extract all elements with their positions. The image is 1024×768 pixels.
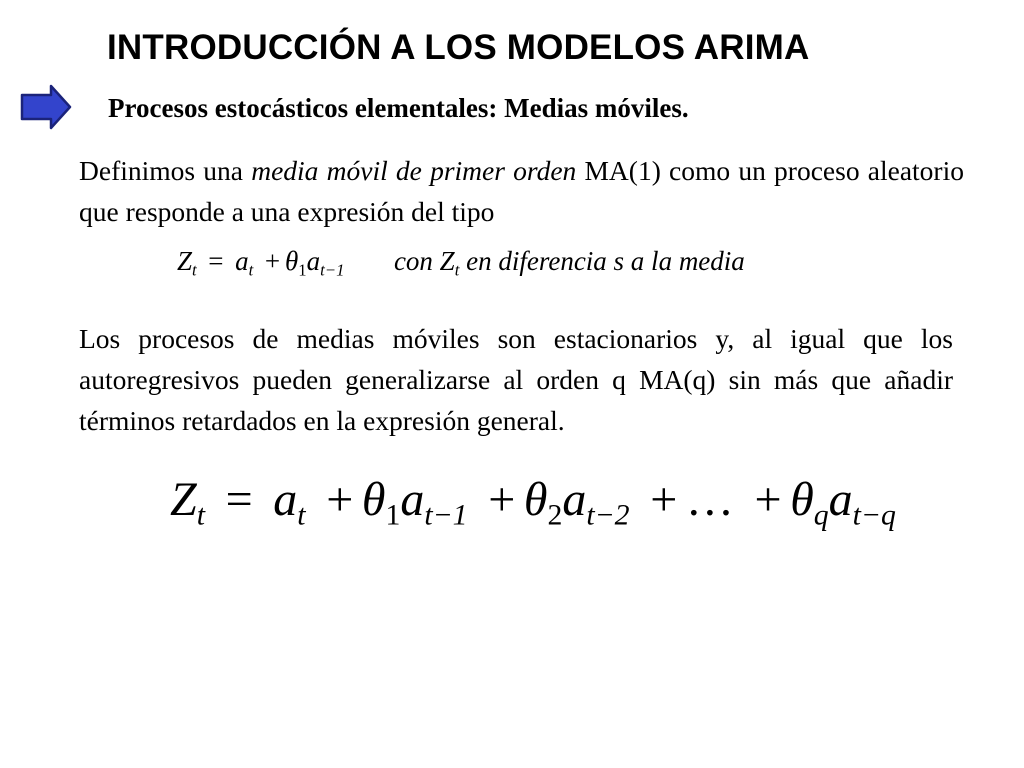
- ma1-equation: [177, 246, 745, 280]
- eq1-a2-sub: t−1: [320, 260, 345, 280]
- eq2-a0: a: [273, 473, 298, 526]
- eq1-theta: θ: [285, 246, 299, 276]
- eq2-z-sub: t: [196, 498, 205, 532]
- eq2-a1-sub: t−1: [424, 498, 468, 532]
- eq2-a1: a: [400, 473, 425, 526]
- eq2-thetaq: θ: [790, 473, 814, 526]
- eq2-thetaq-sub: q: [813, 498, 829, 532]
- eq2-aq-sub: t−q: [852, 498, 896, 532]
- arrow-shape: [22, 86, 70, 128]
- maq-equation: [170, 472, 896, 533]
- eq2-theta2: θ: [523, 473, 548, 526]
- eq2-theta2-sub: 2: [547, 498, 563, 532]
- eq2-plus-2: +: [488, 473, 516, 526]
- definition-emphasis: media móvil de primer orden: [251, 155, 577, 186]
- eq2-equals: =: [225, 473, 253, 526]
- slide-title: INTRODUCCIÓN A LOS MODELOS ARIMA: [107, 28, 810, 67]
- eq1-comment-sub: t: [454, 260, 460, 280]
- eq1-comment-start: con Z: [393, 246, 455, 276]
- eq2-a2-sub: t−2: [586, 498, 630, 532]
- definition-text-end: MA(1) como un proceso aleatorio que responde a una expresión del tipo: [79, 155, 964, 227]
- eq2-a2: a: [562, 473, 587, 526]
- slide-subtitle: Procesos estocásticos elementales: Medias móviles.: [108, 93, 689, 123]
- eq2-a0-sub: t: [297, 498, 306, 532]
- eq1-a2: a: [306, 246, 321, 276]
- eq1-comment-end: en diferencia s a la media: [459, 246, 745, 276]
- eq2-theta1-sub: 1: [385, 498, 401, 532]
- eq2-aq: a: [828, 473, 853, 526]
- eq2-theta1: θ: [361, 473, 386, 526]
- eq2-z: Z: [170, 473, 197, 526]
- eq1-z-sub: t: [192, 260, 197, 280]
- eq1-a-sub: t: [248, 260, 254, 280]
- definition-text-start: Definimos una: [79, 155, 252, 186]
- eq2-plus-3: +: [650, 473, 678, 526]
- right-arrow-icon: [20, 84, 72, 130]
- eq2-plus-4: +: [754, 473, 782, 526]
- definition-paragraph: [79, 150, 964, 232]
- eq1-a: a: [235, 246, 249, 276]
- eq2-plus-1: +: [326, 473, 354, 526]
- generalization-paragraph: Los procesos de medias móviles son estacionarios y, al igual que los autoregresivos pueden generalizarse al orden q MA(q) sin más que añadir términos retardados en la expresión general.: [79, 323, 953, 436]
- eq1-z: Z: [177, 246, 193, 276]
- eq1-equals: =: [208, 246, 224, 276]
- eq1-theta-sub: 1: [298, 260, 307, 280]
- eq1-plus: +: [264, 246, 281, 276]
- eq2-ellipsis: …: [685, 473, 734, 526]
